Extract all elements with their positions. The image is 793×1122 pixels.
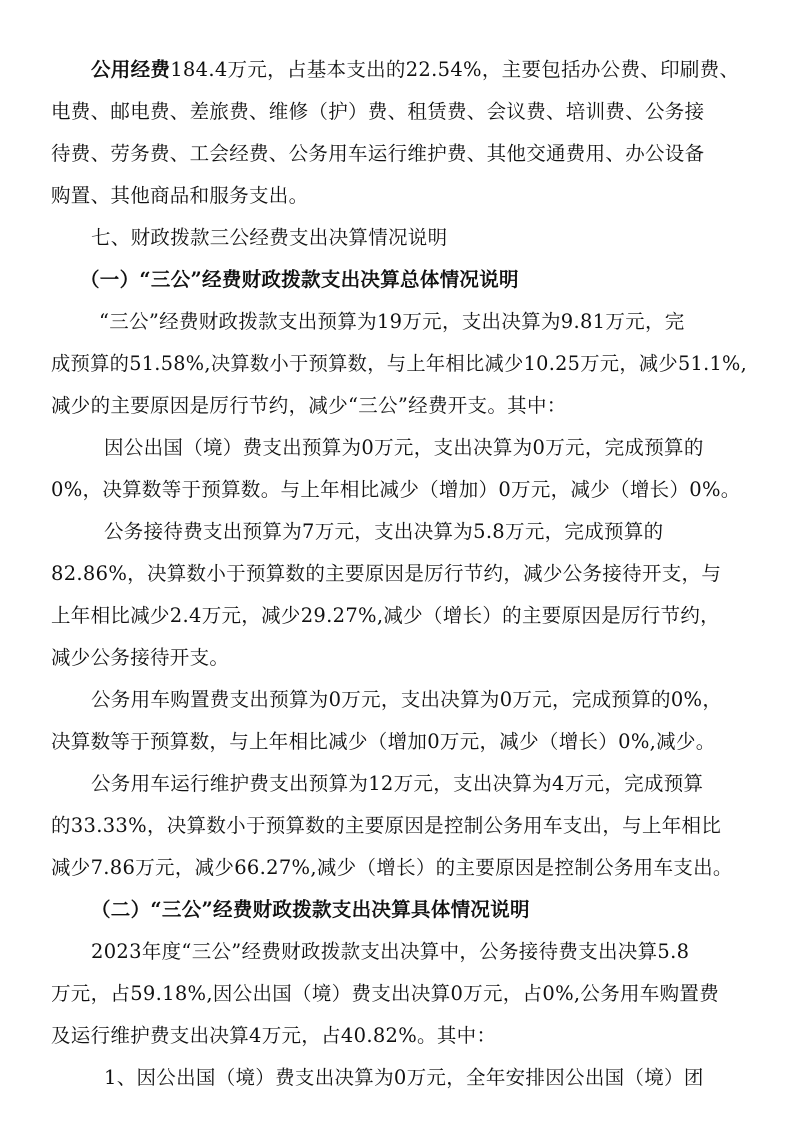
vehicle-operation-line-2: 的33.33%，决算数小于预算数的主要原因是控制公务用车支出，与上年相比	[51, 814, 722, 837]
reception-line-3: 上年相比减少2.4万元，减少29.27%,减少（增长）的主要原因是厉行节约，	[51, 604, 720, 627]
reception-line-2: 82.86%，决算数小于预算数的主要原因是厉行节约，减少公务接待开支，与	[51, 562, 722, 585]
reception-line-1: 公务接待费支出预算为7万元，支出决算为5.8万元，完成预算的	[104, 520, 664, 543]
section-7-heading: 七、财政拨款三公经费支出决算情况说明	[91, 226, 448, 249]
vehicle-purchase-line-2: 决算数等于预算数，与上年相比减少（增加0万元，减少（增长）0%,减少。	[51, 730, 716, 753]
para-public-expense-line-1	[91, 52, 739, 88]
vehicle-operation-line-3: 减少7.86万元，减少66.27%,减少（增长）的主要原因是控制公务用车支出。	[51, 856, 733, 879]
para-public-expense-text: 184.4万元，占基本支出的22.54%，主要包括办公费、印刷费、	[170, 58, 740, 81]
abroad-line-1: 因公出国（境）费支出预算为0万元，支出决算为0万元，完成预算的	[104, 436, 704, 459]
specific-line-3: 及运行维护费支出决算4万元，占40.82%。其中：	[51, 1024, 497, 1047]
overall-line-3: 减少的主要原因是厉行节约，减少“三公”经费开支。其中：	[51, 394, 567, 417]
para-public-expense-line-4: 购置、其他商品和服务支出。	[51, 184, 309, 207]
subsection-1-heading: （一）“三公”经费财政拨款支出决算总体情况说明	[80, 268, 519, 291]
item-1-line-1: 1、因公出国（境）费支出决算为0万元，全年安排因公出国（境）团	[104, 1066, 704, 1089]
overall-line-1: “三公”经费财政拨款支出预算为19万元，支出决算为9.81万元，完	[99, 310, 685, 333]
vehicle-purchase-line-1: 公务用车购置费支出预算为0万元，支出决算为0万元，完成预算的0%，	[91, 688, 723, 711]
vehicle-operation-line-1: 公务用车运行维护费支出预算为12万元，支出决算为4万元，完成预算	[91, 772, 704, 795]
para-public-expense-line-2: 电费、邮电费、差旅费、维修（护）费、租赁费、会议费、培训费、公务接	[51, 100, 705, 123]
para-public-expense-lead: 公用经费	[91, 58, 171, 81]
subsection-2-heading: （二）“三公”经费财政拨款支出决算具体情况说明	[91, 898, 530, 921]
abroad-line-2: 0%，决算数等于预算数。与上年相比减少（增加）0万元，减少（增长）0%。	[51, 478, 741, 501]
specific-line-2: 万元，占59.18%,因公出国（境）费支出决算0万元，占0%,公务用车购置费	[51, 982, 719, 1005]
overall-line-2: 成预算的51.58%,决算数小于预算数，与上年相比减少10.25万元，减少51.1%,	[51, 352, 748, 375]
specific-line-1: 2023年度“三公”经费财政拨款支出决算中，公务接待费支出决算5.8	[91, 940, 690, 963]
reception-line-4: 减少公务接待开支。	[51, 646, 230, 669]
para-public-expense-line-3: 待费、劳务费、工会经费、公务用车运行维护费、其他交通费用、办公设备	[51, 142, 705, 165]
